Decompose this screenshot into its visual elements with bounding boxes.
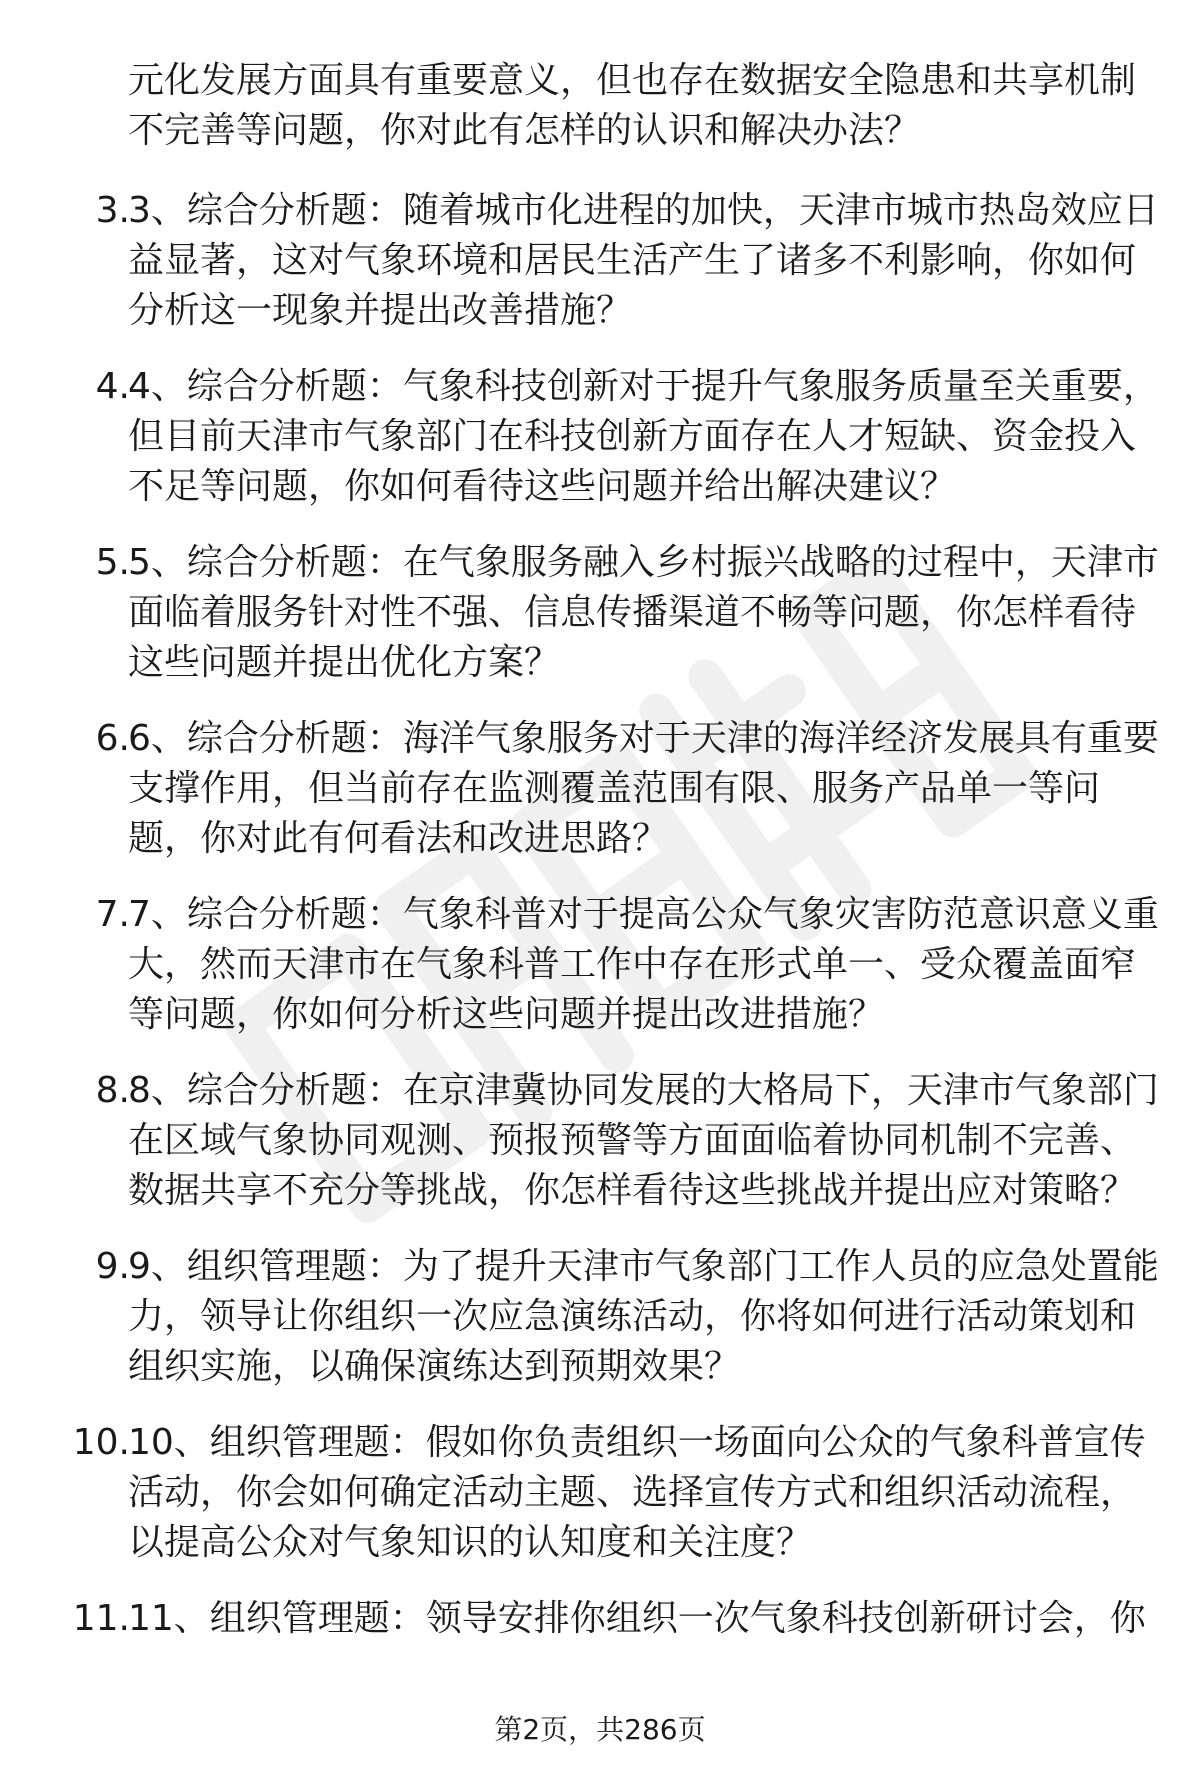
question-text — [128, 1594, 1168, 1644]
question-number: 9. — [95, 1246, 130, 1287]
intro-paragraph — [128, 56, 1168, 156]
question-number: 7. — [95, 894, 130, 935]
question-number: 10. — [72, 1422, 130, 1463]
question-line: 组织实施，以确保演练达到预期效果？ — [128, 1346, 741, 1387]
question-line: 数据共享不充分等挑战，你怎样看待这些挑战并提出应对策略？ — [128, 1170, 1137, 1211]
page-footer: 第2页，共286页 — [494, 1713, 706, 1746]
question-line: 不足等问题，你如何看待这些问题并给出解决建议？ — [128, 466, 957, 507]
question-line: 3、综合分析题：随着城市化进程的加快，天津市城市热岛效应日 — [128, 190, 1159, 231]
question-line: 10、组织管理题：假如你负责组织一场面向公众的气象科普宣传 — [128, 1422, 1146, 1463]
question-number: 5. — [95, 542, 130, 583]
question-item-10 — [0, 1418, 1200, 1594]
question-line: 活动，你会如何确定活动主题、选择宣传方式和组织活动流程， — [128, 1472, 1137, 1513]
question-item-9 — [0, 1242, 1200, 1418]
question-line: 但目前天津市气象部门在科技创新方面存在人才短缺、资金投入 — [128, 416, 1137, 457]
question-text — [128, 890, 1168, 1040]
question-item-4 — [0, 362, 1200, 538]
question-text — [128, 1066, 1168, 1216]
question-item-7 — [0, 890, 1200, 1066]
question-text — [128, 186, 1168, 336]
question-number: 4. — [95, 366, 130, 407]
question-item-3 — [0, 186, 1200, 362]
question-line: 等问题，你如何分析这些问题并提出改进措施？ — [128, 994, 885, 1035]
question-text — [128, 538, 1168, 688]
question-text — [128, 714, 1168, 864]
question-text — [128, 1418, 1168, 1568]
question-line: 支撑作用，但当前存在监测覆盖范围有限、服务产品单一等问 — [128, 768, 1101, 809]
question-number: 6. — [95, 718, 130, 759]
question-line: 4、综合分析题：气象科技创新对于提升气象服务质量至关重要， — [128, 366, 1159, 407]
question-line: 力，领导让你组织一次应急演练活动，你将如何进行活动策划和 — [128, 1296, 1137, 1337]
question-line: 题，你对此有何看法和改进思路？ — [128, 818, 669, 859]
question-line: 7、综合分析题：气象科普对于提高公众气象灾害防范意识意义重 — [128, 894, 1159, 935]
question-number: 11. — [72, 1598, 130, 1639]
intro-line: 元化发展方面具有重要意义，但也存在数据安全隐患和共享机制 — [128, 60, 1137, 101]
question-text — [128, 1242, 1168, 1392]
question-line: 5、综合分析题：在气象服务融入乡村振兴战略的过程中，天津市 — [128, 542, 1159, 583]
question-number: 3. — [95, 190, 130, 231]
question-text — [128, 362, 1168, 512]
question-item-8 — [0, 1066, 1200, 1242]
question-list — [0, 186, 1200, 1770]
question-line: 益显著，这对气象环境和居民生活产生了诸多不利影响，你如何 — [128, 240, 1137, 281]
question-line: 11、组织管理题：领导安排你组织一次气象科技创新研讨会，你 — [128, 1598, 1146, 1639]
intro-line: 不完善等问题，你对此有怎样的认识和解决办法？ — [128, 110, 921, 151]
question-line: 大，然而天津市在气象科普工作中存在形式单一、受众覆盖面窄 — [128, 944, 1137, 985]
question-line: 9、组织管理题：为了提升天津市气象部门工作人员的应急处置能 — [128, 1246, 1159, 1287]
question-line: 这些问题并提出优化方案？ — [128, 642, 561, 683]
question-item-5 — [0, 538, 1200, 714]
question-line: 面临着服务针对性不强、信息传播渠道不畅等问题，你怎样看待 — [128, 592, 1137, 633]
question-line: 8、综合分析题：在京津冀协同发展的大格局下，天津市气象部门 — [128, 1070, 1159, 1111]
question-number: 8. — [95, 1070, 130, 1111]
question-line: 6、综合分析题：海洋气象服务对于天津的海洋经济发展具有重要 — [128, 718, 1159, 759]
question-line: 在区域气象协同观测、预报预警等方面面临着协同机制不完善、 — [128, 1120, 1137, 1161]
question-item-6 — [0, 714, 1200, 890]
question-line: 分析这一现象并提出改善措施？ — [128, 290, 633, 331]
question-line: 以提高公众对气象知识的认知度和关注度？ — [128, 1522, 813, 1563]
